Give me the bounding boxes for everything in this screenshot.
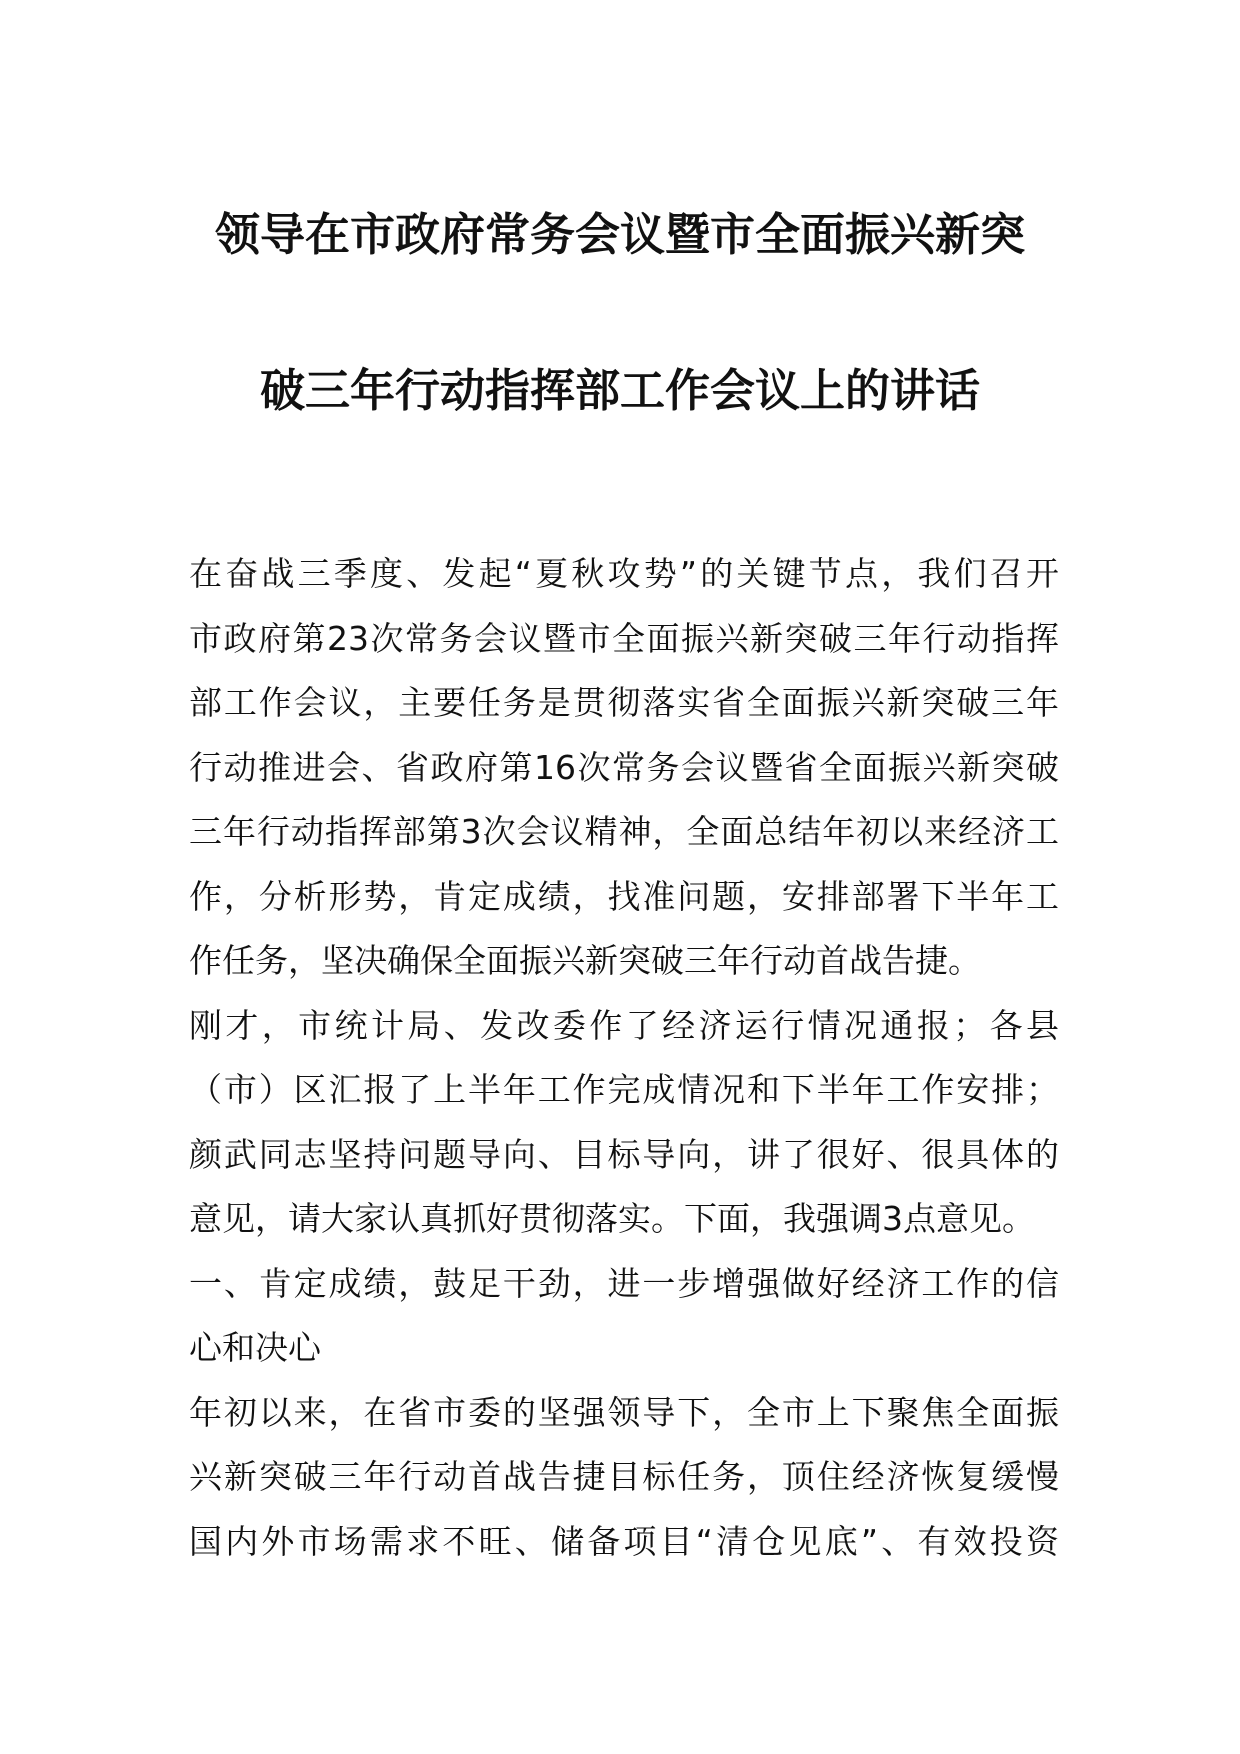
document-body [189, 542, 1059, 1574]
body-line: 在奋战三季度、发起“夏秋攻势”的关键节点，我们召开 [189, 554, 1059, 593]
body-line: 市政府第23次常务会议暨市全面振兴新突破三年行动指挥 [189, 618, 1059, 658]
body-line: 作，分析形势，肯定成绩，找准问题，安排部署下半年工 [189, 876, 1059, 916]
section-heading-line: 一、肯定成绩，鼓足干劲，进一步增强做好经济工作的信 [189, 1263, 1059, 1303]
body-line: 兴新突破三年行动首战告捷目标任务，顶住经济恢复缓慢 [189, 1457, 1059, 1496]
document-title-line-2: 破三年行动指挥部工作会议上的讲话 [259, 364, 980, 417]
body-line: 国内外市场需求不旺、储备项目“清仓见底”、有效投资 [189, 1521, 1059, 1561]
section-heading-line: 心和决心 [189, 1328, 321, 1367]
document-title-line-1: 领导在市政府常务会议暨市全面振兴新突 [214, 208, 1025, 261]
body-line: （市）区汇报了上半年工作完成情况和下半年工作安排； [189, 1070, 1059, 1109]
body-line: 刚才，市统计局、发改委作了经济运行情况通报；各县 [189, 1005, 1059, 1045]
body-line: 意见，请大家认真抓好贯彻落实。下面，我强调3点意见。 [189, 1199, 1035, 1238]
body-line: 年初以来，在省市委的坚强领导下，全市上下聚焦全面振 [189, 1392, 1059, 1432]
body-line: 行动推进会、省政府第16次常务会议暨省全面振兴新突破 [189, 747, 1059, 787]
body-line: 颜武同志坚持问题导向、目标导向，讲了很好、很具体的 [189, 1134, 1059, 1174]
body-line: 作任务，坚决确保全面振兴新突破三年行动首战告捷。 [189, 941, 981, 980]
body-line: 三年行动指挥部第3次会议精神，全面总结年初以来经济工 [189, 812, 1059, 851]
body-line: 部工作会议，主要任务是贯彻落实省全面振兴新突破三年 [189, 683, 1059, 722]
